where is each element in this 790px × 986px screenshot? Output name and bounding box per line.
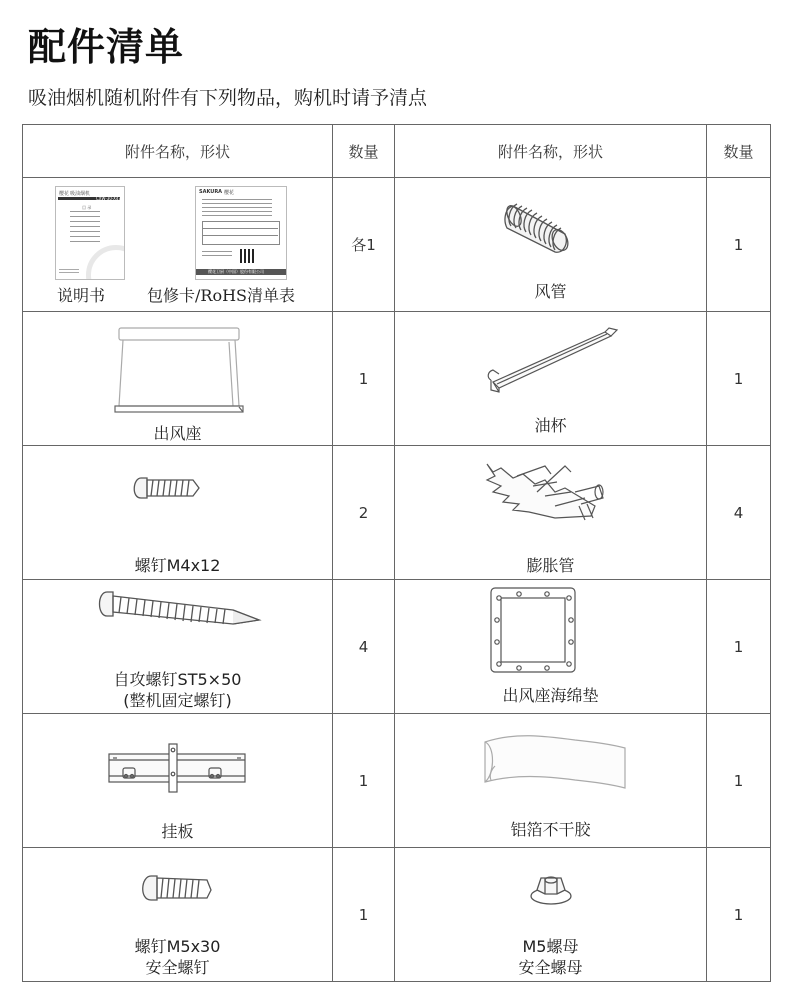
table-row (23, 580, 771, 714)
item-cell-outlet-base (23, 312, 333, 446)
item-quantity: 1 (333, 312, 395, 446)
table-row (23, 178, 771, 312)
page-title: 配件清单 (28, 25, 185, 69)
page-subtitle: 吸油烟机随机附件有下列物品，购机时请予清点 (28, 87, 428, 109)
header-name-shape: 附件名称，形状 (395, 125, 707, 178)
item-cell-screw-m4 (23, 446, 333, 580)
item-label-sub: (整机固定螺钉) (123, 691, 232, 710)
item-label: 螺钉M4x12 (134, 556, 221, 575)
item-quantity: 4 (707, 446, 771, 580)
item-label: 铝箔不干胶 (510, 820, 591, 839)
item-cell-duct (395, 178, 707, 312)
item-label: 油杯 (534, 416, 567, 435)
item-quantity: 1 (707, 178, 771, 312)
item-label: 说明书 (57, 286, 106, 305)
item-quantity: 各1 (333, 178, 395, 312)
table-header-row (23, 125, 771, 178)
item-cell-hanging-plate (23, 714, 333, 848)
item-quantity: 1 (707, 312, 771, 446)
item-cell-safety-screw (23, 848, 333, 982)
item-quantity: 1 (707, 848, 771, 982)
item-label: 出风座海绵垫 (502, 686, 599, 705)
item-label: 风管 (534, 282, 567, 301)
table-row (23, 312, 771, 446)
header-name-shape: 附件名称，形状 (23, 125, 333, 178)
item-quantity: 1 (707, 714, 771, 848)
warranty-card-icon: SAKURA 樱花 樱花卫厨（中国）股份有限公司 (195, 186, 287, 280)
item-label: M5螺母 (522, 937, 579, 956)
parts-table (22, 124, 771, 982)
item-cell-manual-card (23, 178, 333, 312)
item-label-sub: 安全螺钉 (145, 958, 210, 977)
manual-icon: 樱花 吸油烟机 CXW-30-X47 目 录 (55, 186, 125, 280)
item-label: 包修卡/RoHS清单表 (147, 286, 295, 305)
item-label: 膨胀管 (526, 556, 575, 575)
item-cell-aluminum-tape (395, 714, 707, 848)
item-cell-expansion-anchor (395, 446, 707, 580)
table-row (23, 848, 771, 982)
item-cell-nut (395, 848, 707, 982)
item-quantity: 4 (333, 580, 395, 714)
header-quantity: 数量 (707, 125, 771, 178)
item-quantity: 1 (333, 714, 395, 848)
item-label: 自攻螺钉ST5×50 (113, 670, 242, 689)
item-quantity: 1 (707, 580, 771, 714)
header-quantity: 数量 (333, 125, 395, 178)
item-cell-self-tapping-screw (23, 580, 333, 714)
item-label-sub: 安全螺母 (518, 958, 583, 977)
item-label: 出风座 (153, 424, 202, 443)
item-quantity: 2 (333, 446, 395, 580)
table-row (23, 714, 771, 848)
item-quantity: 1 (333, 848, 395, 982)
item-cell-oil-cup (395, 312, 707, 446)
item-cell-sponge-gasket (395, 580, 707, 714)
item-label: 挂板 (161, 822, 194, 841)
item-label: 螺钉M5x30 (134, 937, 221, 956)
table-row (23, 446, 771, 580)
